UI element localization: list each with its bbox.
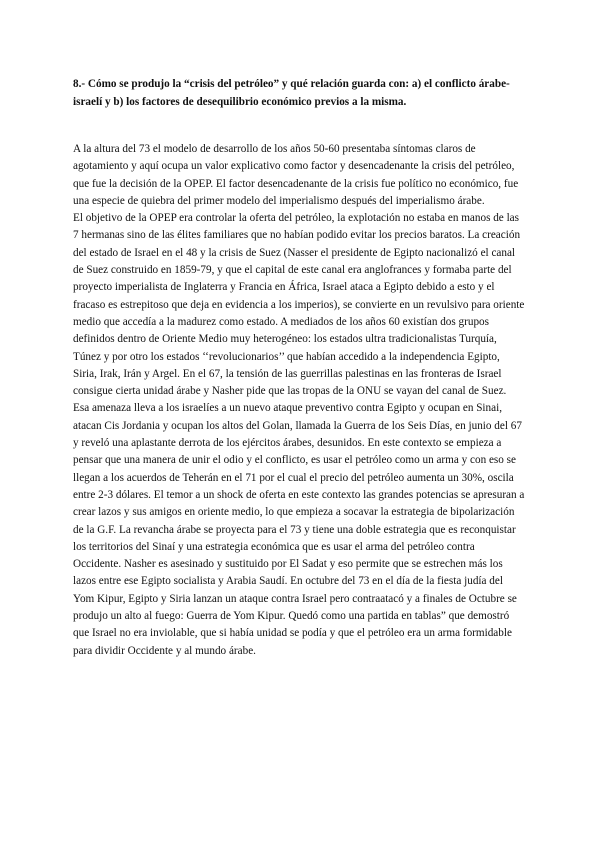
- answer-body: [73, 141, 525, 660]
- paragraph-opep: El objetivo de la OPEP era controlar la oferta del petróleo, la explotación no estaba en manos de las 7 hermanas sino de las élites familiares que no habían podido evitar los precios baratos. La creación del estado de Israel en el 48 y la crisis de Suez (Nasser el presidente de Egipto nacionalizó el canal de Suez construido en 1859-79, y que el capital de este canal era anglofrances y formaba parte del proyecto imperialista de Inglaterra y Francia en África, Israel ataca a Egipto debido a esto y el fracaso es estrepitoso que deja en evidencia a los imperios), se convierte en un revulsivo para oriente medio que accedía a la madurez como estado. A mediados de los años 60 existían dos grupos definidos dentro de Oriente Medio muy heterogéneo: los estados ultra tradicionalistas Turquía, Túnez y por otro los estados ‘‘revolucionarios’’ que habían accedido a la independencia Egipto, Siria, Irak, Irán y Argel. En el 67, la tensión de las guerrillas palestinas en las fronteras de Israel consigue cierta unidad árabe y Nasher pide que las tropas de la ONU se vayan del canal de Suez. Esa amenaza lleva a los israelíes a un nuevo ataque preventivo contra Egipto y ocupan en Sinai, atacan Cis Jordania y ocupan los altos del Golan, llamada la Guerra de los Seis Días, en junio del 67 y reveló una aplastante derrota de los ejércitos árabes, desunidos. En este contexto se empieza a pensar que una manera de unir el odio y el conflicto, es usar el petróleo como un arma y con eso se llegan a los acuerdos de Teherán en el 71 por el cual el precio del petróleo aumenta un 30%, oscila entre 2-3 dólares. El temor a un shock de oferta en este contexto las grandes potencias se apresuran a crear lazos y sus amigos en oriente medio, lo que empieza a socavar la estrategia de bipolarización de la G.F. La revancha árabe se proyecta para el 73 y tiene una doble estrategia que es reconquistar los territorios del Sinaí y una estrategia económica que es usar el arma del petróleo contra Occidente. Nasher es asesinado y sustituido por El Sadat y eso permite que se estrechen más los lazos entre ese Egipto socialista y Arabia Saudí. En octubre del 73 en el día de la fiesta judía del Yom Kipur, Egipto y Siria lanzan un ataque contra Israel pero contraatacó y a finales de Octubre se produjo un alto al fuego: Guerra de Yom Kipur. Quedó como una partida en tablas” que demostró que Israel no era inviolable, que si había unidad se podía y que el petróleo era un arma formidable para dividir Occidente y al mundo árabe.: [73, 212, 525, 657]
- paragraph-intro: A la altura del 73 el modelo de desarrollo de los años 50-60 presentaba síntomas claros de agotamiento y aquí ocupa un valor explicativo como factor y desencadenante la crisis del petróleo, que fue la decisión de la OPEP. El factor desencadenante de la crisis fue político no económico, fue una especie de quiebra del primer modelo del imperialismo después del imperialismo árabe.: [73, 143, 519, 207]
- question-heading: 8.- Cómo se produjo la “crisis del petróleo” y qué relación guarda con: a) el conflicto árabe-israelí y b) los factores de desequilibrio económico previos a la misma.: [73, 78, 510, 108]
